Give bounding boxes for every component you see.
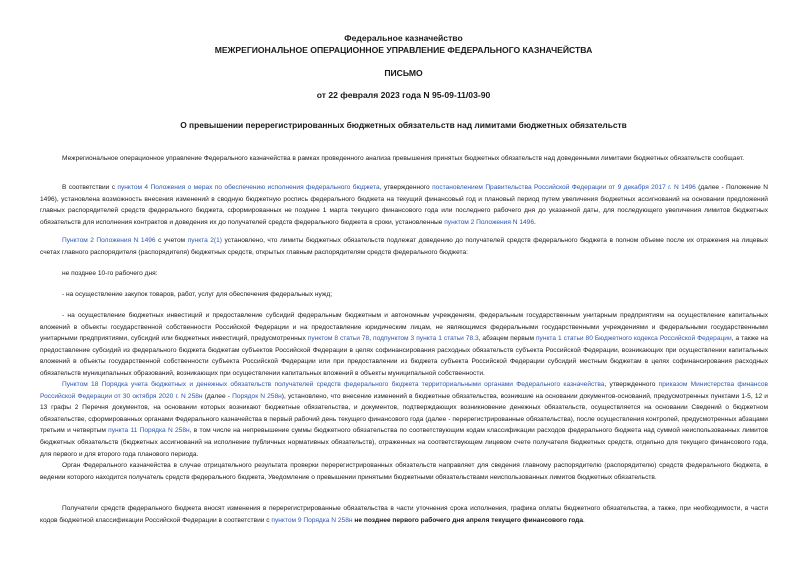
paragraph-6 [40,310,768,380]
text-span: Получатели средств федерального бюджета вносят изменения в перерегистрированные обязательства в части уточнения срока исполнения, графика оплаты бюджетного обязательства, а также, при необходимости, в части кодов бюджетной классификации Российской Федерации в соответствии с [40,505,768,524]
link-minfin-order-258n[interactable]: приказом Министерства финансов Российской Федерации от 30 октября 2020 г. N 258н [40,381,768,400]
paragraph-2 [40,182,768,228]
deadline-emphasis: не позднее первого рабочего дня апреля текущего финансового года [352,516,584,524]
text-span: - на осуществление бюджетных инвестиций и предоставление субсидий федеральным бюджетным и автономным учреждениям, федеральным государственным унитарным предприятиям на осуществление капитальных вложений в объекты государственной собственности Российской Федерации и на предоставление юридическим лицам, не являющимся федеральными государственными учреждениями и федеральными государственными унитарными предприятиями, субсидий или бюджетных инвестиций, предусмотренных [40,312,768,343]
agency-name: Федеральное казначейство [344,33,463,43]
text-span: , утвержденного [604,381,659,388]
link-point-2-regulation-1496[interactable]: Пунктом 2 Положения N 1496 [62,237,156,244]
link-point-2-regulation[interactable]: пунктом 2 Положения N 1496 [444,218,535,226]
paragraph-3 [40,235,768,258]
link-point-18-procedure[interactable]: Пунктом 18 Порядка учета бюджетных и денежных обязательств получателей средств федерального бюджета территориальными органами Федерального казначейства [62,381,605,388]
link-article-78-3[interactable]: подпунктом 3 пункта 1 статьи 78.3 [373,335,479,343]
text-span: ), установлено, что внесение изменений в бюджетные обязательства, возникшие на основании документов-оснований, предусмотренных пунктами 1-5, 12 и 13 графы 2 Перечня документов, на основании которых возникают бюджетные обязательства, и документов, подтверждающих возникновение денежных обязательств, осуществляется на основании Сведений о бюджетном обязательстве, сформированных органами Федерального казначейства в первый рабочий день текущего финансового года (далее - перерегистрированные обязательства), после осуществления контролей, предусмотренных абзацами третьим и четвертым [40,392,768,435]
paragraph-1: Межрегиональное операционное управление Федерального казначейства в рамках проведенного анализа превышения принятых бюджетных обязательств над доведенными лимитами бюджетных обязательств сообщает. [62,155,745,162]
text-span: , абзацем первым [478,335,536,343]
link-budget-code-article-80[interactable]: пункта 1 статьи 80 Бюджетного кодекса Российской Федерации [535,335,732,343]
paragraph-5: - на осуществление закупок товаров, работ, услуг для обеспечения федеральных нужд; [62,291,333,298]
link-procedure-258n[interactable]: Порядок N 258н [232,392,282,400]
link-point-4-regulation[interactable]: пунктом 4 Положения о мерах по обеспечению исполнения федерального бюджета [117,184,380,191]
text-span: . [583,516,585,524]
text-span: В соответствии с [62,184,118,191]
paragraph-7 [40,379,768,460]
paragraph-8: Орган Федерального казначейства в случае отрицательного результата проверки перерегистрированных обязательств направляет для сведения главному распорядителю (распорядителю) средств федерального бюджета, в ведении которого находится получатель средств федерального бюджета, Уведомление о превышении принятыми бюджетными обязательствами неиспользованных лимитов бюджетных обязательств. [40,462,768,481]
link-government-decree-1496[interactable]: постановлением Правительства Российской Федерации от 9 декабря 2017 г. N 1496 [432,184,696,191]
link-point-11-procedure[interactable]: пункта 11 Порядка N 258н [108,427,190,435]
text-span: (далее - Положение N 1496), установлена возможность внесения изменений в сводную бюджетную роспись федерального бюджета на текущий финансовый год и плановый период путем увеличения бюджетных ассигнований на основании предложений главных распорядителей средств федерального бюджета, сформированных не позднее 1 марта текущего финансового года или последнего рабочего дня до указанной даты, для последующего увеличения лимитов бюджетных обязательств для исполнения контрактов и доведения их до получателей средств федерального бюджета в сроки, установленные [40,184,768,226]
link-article-78-point-8[interactable]: пунктом 8 статьи 78 [307,335,370,343]
link-point-2-1[interactable]: пункта 2(1) [187,237,222,244]
document-type: ПИСЬМО [384,68,423,78]
document-date-number: от 22 февраля 2023 года N 95-09-11/03-90 [316,90,491,100]
paragraph-9 [40,503,768,526]
text-span: установлено, что лимиты бюджетных обязательств подлежат доведению до получателей средств федерального бюджета в полном объеме после их отражения на лицевых счетах главного распорядителя (распорядителя) бюджетных средств, открытых главным распорядителям средств федерального бюджета: [40,237,769,256]
document-title: О превышении перерегистрированных бюджетных обязательств над лимитами бюджетных обязательств [180,120,627,130]
text-span: с учетом [155,237,188,244]
text-span: (далее - [202,392,233,400]
text-span: , в том числе на непревышение суммы бюджетного обязательства по соответствующим кодам классификации расходов федерального бюджета над суммой неиспользованных лимитов бюджетных обязательств (бюджетных ассигнований на исполнение публичных нормативных обязательств), отраженных на соответствующем лицевом счете получателя бюджетных средств, отдельно для текущего финансового года, для первого и для второго года планового периода. [40,427,768,458]
text-span: , а также на предоставление субсидий из федерального бюджета бюджетам субъектов Российской Федерации в целях софинансирования расходных обязательств субъекта Российской Федерации, возникающих при осуществлении капитальных вложений в объекты государственной собственности субъекта Российской Федерации или при предоставлении из бюджета субъекта Российской Федерации субсидий местным бюджетам в целях софинансирования расходных обязательств муниципальных образований, возникающих при осуществлении капитальных вложений в объекты муниципальной собственности. [40,335,768,377]
paragraph-4: не позднее 10-го рабочего дня: [62,270,158,277]
department-name: МЕЖРЕГИОНАЛЬНОЕ ОПЕРАЦИОННОЕ УПРАВЛЕНИЕ ФЕДЕРАЛЬНОГО КАЗНАЧЕЙСТВА [214,45,593,55]
link-point-9-procedure[interactable]: пунктом 9 Порядка N 258н [271,516,353,524]
text-span: . [534,218,536,226]
text-span: , [369,335,374,343]
text-span: , утвержденного [379,184,433,191]
